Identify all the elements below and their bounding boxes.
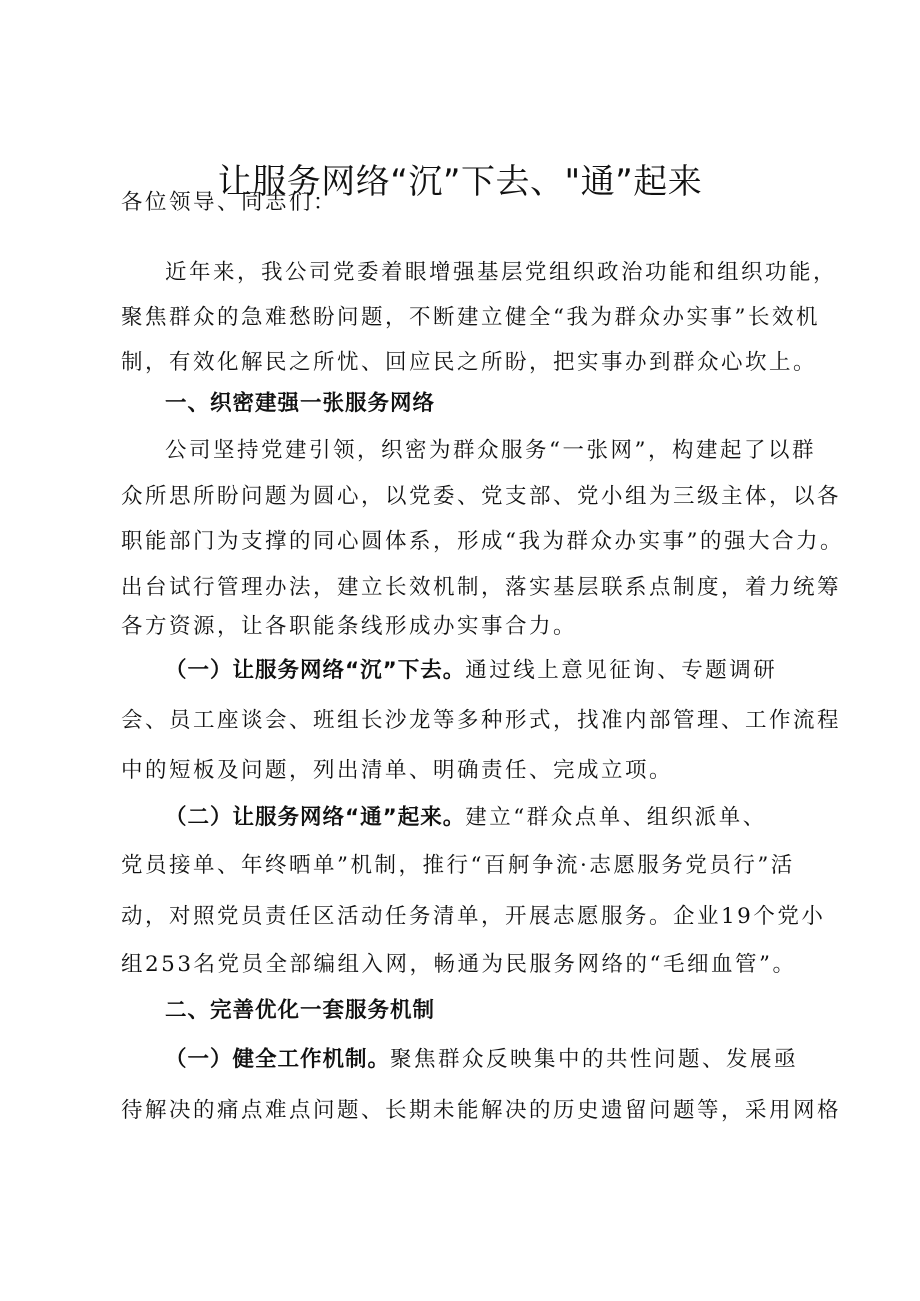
paragraph-line: 动，对照党员责任区活动任务清单，开展志愿服务。企业19个党小 [121, 904, 826, 929]
salutation: 各位领导、同志们： [121, 190, 338, 215]
paragraph-line: 会、员工座谈会、班组长沙龙等多种形式，找准内部管理、工作流程 [121, 708, 842, 733]
paragraph-line: 公司坚持党建引领，织密为群众服务“一张网”，构建起了以群 [165, 438, 816, 463]
section-heading: 一、织密建强一张服务网络 [165, 391, 436, 416]
subsection-lead: （二）让服务网络“通”起来。 [165, 805, 466, 830]
subsection-text: 聚焦群众反映集中的共性问题、发展亟 [390, 1047, 799, 1072]
paragraph-line: 职能部门为支撑的同心圆体系，形成“我为群众办实事”的强大合力。 [121, 529, 844, 554]
subsection-text: 建立“群众点单、组织派单、 [465, 805, 767, 830]
paragraph-line: 中的短板及问题，列出清单、明确责任、完成立项。 [121, 758, 674, 783]
paragraph-line: 党员接单、年终晒单”机制，推行“百舸争流·志愿服务党员行”活 [121, 853, 795, 878]
intro-line: 制，有效化解民之所忧、回应民之所盼，把实事办到群众心坎上。 [121, 350, 818, 375]
paragraph-line: 各方资源，让各职能条线形成办实事合力。 [121, 614, 578, 639]
subsection-text: 通过线上意见征询、专题调研 [465, 658, 778, 683]
intro-line: 近年来，我公司党委着眼增强基层党组织政治功能和组织功能， [165, 260, 838, 285]
paragraph-line: 众所思所盼问题为圆心，以党委、党支部、党小组为三级主体，以各 [121, 484, 842, 509]
paragraph-line: 组253名党员全部编组入网，畅通为民服务网络的“毛细血管”。 [121, 952, 797, 977]
paragraph-line: 出台试行管理办法，建立长效机制，落实基层联系点制度，着力统筹 [121, 575, 842, 600]
section-heading: 二、完善优化一套服务机制 [165, 998, 436, 1023]
subsection-lead: （一）健全工作机制。 [165, 1047, 391, 1072]
document-title: 让服务网络“沉”下去、"通”起来 [217, 162, 703, 202]
intro-line: 聚焦群众的急难愁盼问题，不断建立健全“我为群众办实事”长效机 [121, 305, 820, 330]
subsection-first-line [165, 803, 767, 833]
subsection-first-line [165, 656, 777, 686]
paragraph-line: 待解决的痛点难点问题、长期未能解决的历史遗留问题等，采用网格 [121, 1098, 842, 1123]
subsection-first-line [165, 1045, 798, 1075]
subsection-lead: （一）让服务网络“沉”下去。 [165, 658, 466, 683]
